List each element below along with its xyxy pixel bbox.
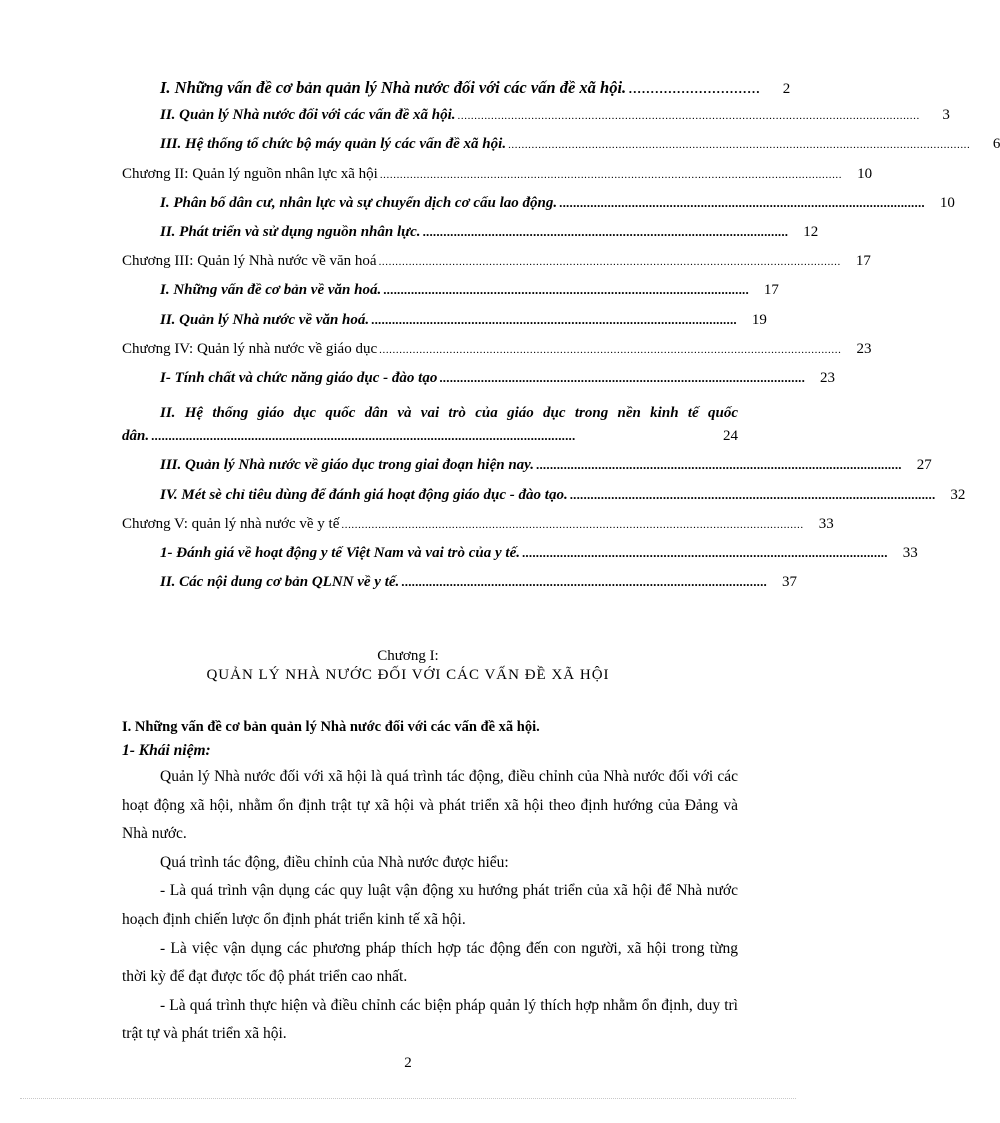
toc-entry [122, 457, 932, 486]
toc-entry-page: 27 [916, 457, 932, 474]
toc-entry-text: II. Phát triển và sử dụng nguồn nhân lực. [160, 223, 421, 240]
section-heading: I. Những vấn đề cơ bản quản lý Nhà nước đối với các vấn đề xã hội. [122, 719, 540, 735]
toc-entry [122, 545, 918, 574]
sub-heading: 1- Khái niệm: [122, 742, 211, 759]
toc-leader-dots: .......................................................................................................... [371, 311, 737, 327]
toc-entry [122, 136, 1000, 165]
toc-entry [122, 311, 767, 341]
page-bottom-divider [20, 1098, 796, 1099]
toc-leader-dots: .......................................................................................................... [383, 282, 749, 298]
toc-entry [122, 574, 797, 603]
toc-leader-dots: .......................................................................................................... [536, 457, 902, 473]
toc-leader-dots: .......................................................................................................... [521, 545, 888, 561]
toc-entry-page: 23 [856, 340, 872, 357]
toc-entry-text: Chương III: Quản lý Nhà nước về văn hoá [122, 253, 377, 270]
body-text [122, 715, 738, 1049]
toc-entry-text-line1: II. Hệ thống giáo dục quốc dân và vai trò của giáo dục trong nền kinh tế quốc [160, 405, 738, 422]
toc-entry-text: III. Quản lý Nhà nước về giáo dục trong giai đoạn hiện nay. [160, 457, 535, 474]
toc-chapter-entry [122, 340, 872, 370]
toc-entry [122, 107, 950, 136]
toc-entry-text: Chương II: Quản lý nguồn nhân lực xã hội [122, 165, 378, 182]
toc-entry-line2 [122, 428, 738, 457]
toc-entry-page: 37 [782, 574, 797, 591]
toc-entry-text: 1- Đánh giá về hoạt động y tế Việt Nam và vai trò của y tế. [160, 545, 520, 562]
toc-leader-dots: .......................................................................................................................................... [457, 110, 920, 123]
toc-leader-dots: .......................................................................................................... [401, 574, 767, 590]
paragraph: - Là quá trình vận dụng các quy luật vận động xu hướng phát triển của xã hội để Nhà nước hoạch định chiến lược ổn định phát triển kinh tế xã hội. [122, 882, 738, 928]
toc-leader-dots: .......................................................................................................... [559, 194, 925, 210]
toc-entry [122, 194, 955, 224]
toc-entry [122, 223, 819, 253]
toc-leader-dots: .......................................................................................................................................... [508, 139, 971, 152]
toc-leader-dots: .......................................................................................................................................... [378, 256, 841, 269]
toc-leader-dots: ........................................................................................................................... [151, 428, 576, 444]
toc-leader-dots: .......................................................................................................................................... [379, 168, 843, 181]
page-number: 2 [404, 1055, 412, 1071]
toc-leader-dots: .......................................................................................................... [569, 486, 936, 502]
toc-entry-page: 2 [782, 81, 791, 97]
toc-leader-dots: .......................................................................................................... [439, 369, 806, 385]
toc-entry-page: 10 [857, 165, 873, 182]
table-of-contents [122, 78, 1000, 603]
toc-entry [122, 282, 779, 311]
toc-chapter-entry [122, 253, 871, 282]
toc-leader-dots: .......................................................................................................................................... [379, 343, 842, 356]
toc-entry-wrapped [122, 399, 738, 457]
toc-entry-text: II. Quản lý Nhà nước đối với các vấn đề xã hội. [160, 107, 456, 124]
toc-entry-text: I. Những vấn đề cơ bản quản lý Nhà nước đối với các vấn đề xã hội. [160, 78, 627, 97]
toc-entry-page: 12 [803, 223, 819, 240]
toc-entry [122, 78, 791, 107]
toc-entry-page: 17 [763, 282, 779, 299]
paragraph: - Là quá trình thực hiện và điều chỉnh các biện pháp quản lý thích hợp nhằm ổn định, duy trì trật tự và phát triển xã hội. [122, 996, 738, 1043]
toc-entry-text: II. Quản lý Nhà nước về văn hoá. [160, 311, 370, 328]
toc-entry-text: I. Phân bố dân cư, nhân lực và sự chuyển dịch cơ cấu lao động. [160, 194, 558, 211]
chapter-number: Chương I: [377, 648, 439, 664]
paragraph: Quản lý Nhà nước đối với xã hội là quá trình tác động, điều chỉnh của Nhà nước đối với các hoạt động xã hội, nhằm ổn định trật tự xã hội và phát triển xã hội theo định hướng của Đảng và Nhà nước. [122, 768, 738, 843]
toc-chapter-entry [122, 515, 834, 545]
chapter-title: QUẢN LÝ NHÀ NƯỚC ĐỐI VỚI CÁC VẤN ĐỀ XÃ HỘI [206, 667, 610, 683]
toc-entry [122, 369, 836, 399]
toc-entry-page: 23 [820, 369, 836, 386]
toc-leader-dots: .......................................................................................................... [422, 223, 789, 239]
toc-entry-page: 32 [950, 486, 966, 503]
toc-entry-page: 17 [855, 253, 871, 270]
toc-entry-page: 10 [939, 194, 955, 211]
toc-leader-dots: .......................................................................................................................................... [341, 518, 804, 531]
toc-entry-text-line2: dân. [122, 428, 150, 445]
toc-entry-page: 19 [751, 311, 767, 328]
toc-entry-page: 24 [723, 428, 738, 445]
toc-entry-text: III. Hệ thống tổ chức bộ máy quản lý các vấn đề xã hội. [160, 136, 507, 153]
toc-entry-page: 3 [942, 107, 950, 124]
toc-entry-page: 33 [818, 515, 834, 532]
toc-entry-page: 33 [902, 545, 918, 562]
toc-entry-page: 6 [992, 136, 1000, 153]
toc-entry-text: Chương IV: Quản lý nhà nước về giáo dục [122, 340, 378, 357]
toc-entry-text: IV. Mét sè chỉ tiêu dùng để đánh giá hoạt động giáo dục - đào tạo. [160, 486, 568, 503]
toc-entry-text: I- Tính chất và chức năng giáo dục - đào tạo [160, 369, 438, 386]
toc-leader-dots: ………………………… [628, 81, 761, 96]
paragraph: - Là việc vận dụng các phương pháp thích hợp tác động đến con người, xã hội trong từng thời kỳ để đạt được tốc độ phát triển cao nhất. [122, 939, 738, 986]
toc-entry-text: II. Các nội dung cơ bản QLNN về y tế. [160, 574, 400, 591]
toc-entry-text: Chương V: quản lý nhà nước về y tế [122, 515, 340, 532]
toc-entry [122, 486, 966, 516]
toc-entry-text: I. Những vấn đề cơ bản về văn hoá. [160, 282, 382, 299]
paragraph: Quá trình tác động, điều chỉnh của Nhà nước được hiểu: [160, 853, 509, 871]
toc-chapter-entry [122, 165, 873, 195]
